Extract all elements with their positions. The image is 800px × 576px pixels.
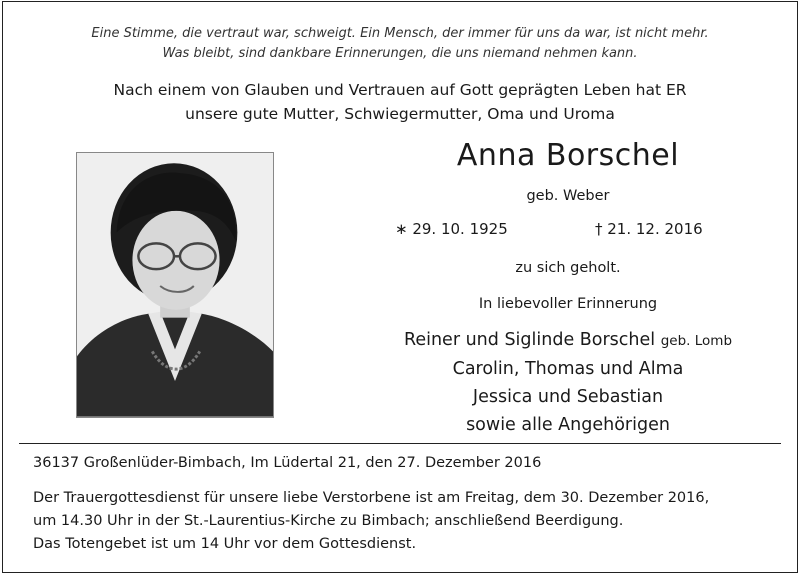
deceased-name: Anna Borschel <box>456 138 680 173</box>
mourner-names: Reiner und Siglinde Borschel <box>403 330 656 350</box>
portrait-image <box>77 153 273 417</box>
obituary-notice <box>2 1 798 573</box>
mourner-line-1 <box>333 326 800 355</box>
mourner-line-2: Carolin, Thomas und Alma <box>452 359 684 379</box>
service-info <box>33 487 709 556</box>
address-line: 36137 Großenlüder-Bimbach, Im Lüdertal 21, den 27. Dezember 2016 <box>33 455 542 471</box>
mourner-maiden: geb. Lomb <box>660 333 733 349</box>
mourner-line-4: sowie alle Angehörigen <box>466 415 670 435</box>
service-line-3: Das Totengebet ist um 14 Uhr vor dem Gottesdienst. <box>33 536 417 552</box>
quote-line-2: Was bleibt, sind dankbare Erinnerungen, die uns niemand nehmen kann. <box>162 46 638 61</box>
life-dates <box>395 220 725 238</box>
portrait-photo <box>76 152 274 418</box>
maiden-name: geb. Weber <box>526 188 610 204</box>
memory-text: In liebevoller Erinnerung <box>478 296 658 312</box>
mourner-line-3: Jessica und Sebastian <box>472 387 664 407</box>
mourners-list <box>333 326 800 439</box>
taken-text: zu sich geholt. <box>515 260 621 276</box>
birth-date: ∗ 29. 10. 1925 <box>395 220 508 238</box>
service-line-2: um 14.30 Uhr in der St.-Laurentius-Kirche zu Bimbach; anschließend Beerdigung. <box>33 513 624 529</box>
intro-line-1: Nach einem von Glauben und Vertrauen auf Gott geprägten Leben hat ER <box>113 81 687 99</box>
quote-line-1: Eine Stimme, die vertraut war, schweigt. Ein Mensch, der immer für uns da war, ist nicht mehr. <box>91 26 709 41</box>
intro-line-2: unsere gute Mutter, Schwiegermutter, Oma und Uroma <box>185 105 615 123</box>
divider <box>19 443 781 444</box>
death-date: † 21. 12. 2016 <box>595 220 703 238</box>
service-line-1: Der Trauergottesdienst für unsere liebe Verstorbene ist am Freitag, dem 30. Dezember 2016, <box>33 490 710 506</box>
quote <box>3 24 797 64</box>
intro-text <box>3 78 797 126</box>
